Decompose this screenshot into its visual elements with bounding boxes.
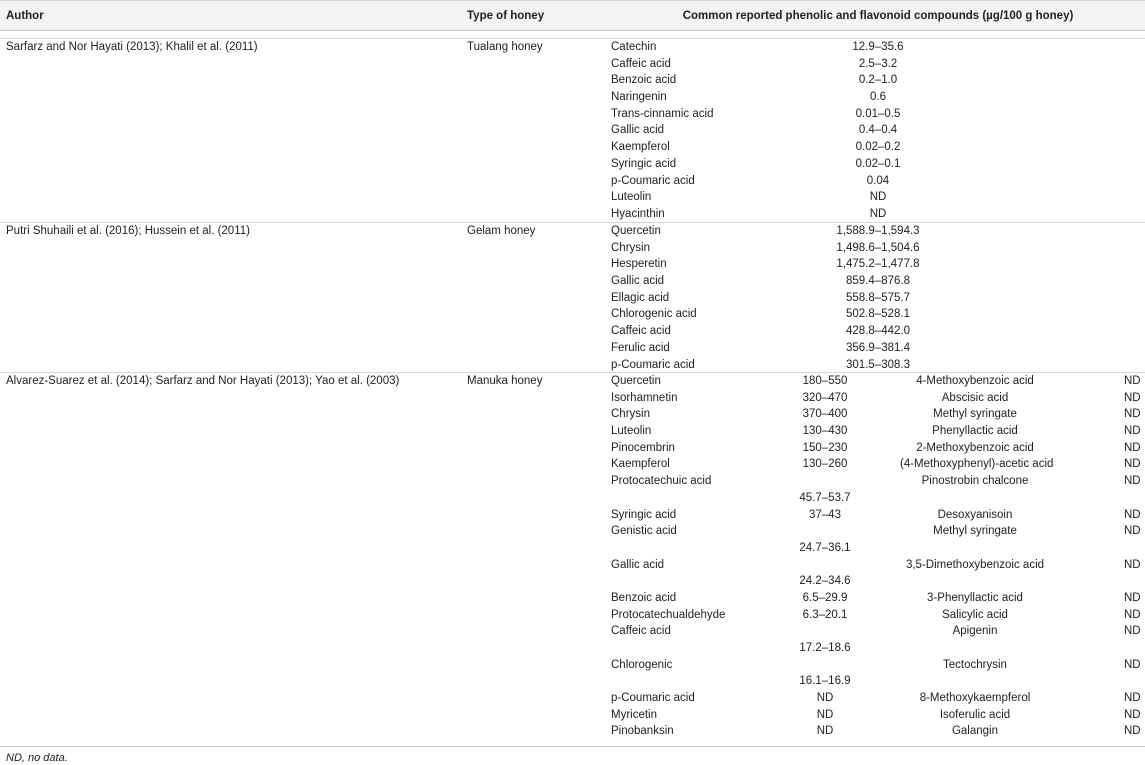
compound-name: Pinobanksin — [611, 725, 674, 738]
header-author: Author — [6, 10, 44, 22]
header-type: Type of honey — [467, 10, 545, 22]
compound-value: 370–400 — [802, 408, 848, 421]
compound-value: 502.8–528.1 — [846, 308, 910, 321]
manuka-author: Alvarez-Suarez et al. (2014); Sarfarz and Nor Hayati (2013); Yao et al. (2003) — [6, 375, 400, 387]
compound-value: 356.9–381.4 — [846, 341, 910, 354]
compound-name: p-Coumaric acid — [611, 174, 695, 187]
table-row — [0, 707, 1145, 724]
compound-value: 24.2–34.6 — [799, 575, 851, 588]
table-row — [0, 590, 1145, 607]
table-row — [0, 357, 1145, 374]
compound-name: Caffeic acid — [611, 325, 671, 338]
compound-name: Protocatechualdehyde — [611, 608, 726, 621]
table-row — [0, 189, 1145, 206]
compound-name: Gallic acid — [611, 275, 665, 288]
compound-value: 859.4–876.8 — [846, 275, 910, 288]
compound-value: 24.7–36.1 — [799, 541, 851, 554]
compound-name-2: Phenyllactic acid — [932, 425, 1018, 438]
table-row — [0, 406, 1145, 423]
compound-value: 37–43 — [809, 508, 841, 521]
compound-value: 0.2–1.0 — [858, 74, 898, 87]
bottom-rule — [0, 746, 1145, 747]
table-row — [0, 89, 1145, 106]
compound-name: Benzoic acid — [611, 591, 677, 604]
table-row — [0, 340, 1145, 357]
compound-value-2: ND — [1124, 441, 1141, 454]
table-row — [0, 523, 1145, 540]
compound-value: 0.04 — [866, 174, 890, 187]
table-row — [0, 540, 1145, 557]
compound-name-2: Pinostrobin chalcone — [921, 475, 1029, 488]
manuka-section — [0, 372, 1145, 740]
compound-name: Luteolin — [611, 191, 652, 204]
compound-value: 320–470 — [802, 391, 848, 404]
compound-name: p-Coumaric acid — [611, 358, 695, 371]
table-row — [0, 72, 1145, 89]
compound-value: 150–230 — [802, 441, 848, 454]
compound-value: ND — [816, 725, 834, 738]
compound-name: Gallic acid — [611, 124, 665, 137]
compound-value-2: ND — [1124, 725, 1141, 738]
tualang-type: Tualang honey — [467, 41, 543, 53]
compound-value-2: ND — [1124, 525, 1141, 538]
table-row — [0, 373, 1145, 390]
compound-value-2: ND — [1124, 425, 1141, 438]
compound-value: ND — [869, 207, 887, 220]
table-row — [0, 507, 1145, 524]
compound-value: 130–430 — [802, 425, 848, 438]
compound-name: Kaempferol — [611, 141, 670, 154]
compound-name-2: Desoxyanisoin — [937, 508, 1013, 521]
compound-name: Myricetin — [611, 708, 658, 721]
compound-name-2: 3,5-Dimethoxybenzoic acid — [905, 558, 1045, 571]
gelam-author: Putri Shuhaili et al. (2016); Hussein et al. (2011) — [6, 225, 250, 237]
table-row — [0, 473, 1145, 490]
compound-value-2: ND — [1124, 508, 1141, 521]
compound-value: 0.02–0.1 — [855, 157, 901, 170]
compound-value: 1,588.9–1,594.3 — [836, 225, 920, 237]
compound-value-2: ND — [1124, 625, 1141, 638]
compound-value: 1,498.6–1,504.6 — [836, 241, 920, 254]
compound-value: 16.1–16.9 — [799, 675, 851, 688]
table-row — [0, 456, 1145, 473]
compound-name-2: Salicylic acid — [942, 608, 1008, 621]
tualang-author: Sarfarz and Nor Hayati (2013); Khalil et al. (2011) — [6, 41, 258, 53]
compound-value: 130–260 — [802, 458, 848, 471]
table-row — [0, 39, 1145, 56]
table-row — [0, 690, 1145, 707]
compound-name: Chlorogenic acid — [611, 308, 697, 321]
table-row — [0, 156, 1145, 173]
compound-value: 558.8–575.7 — [846, 291, 910, 304]
compound-value: 6.3–20.1 — [802, 608, 848, 621]
compound-value: ND — [816, 708, 834, 721]
compound-value: 6.5–29.9 — [802, 591, 848, 604]
table-row — [0, 623, 1145, 640]
compound-value: 0.01–0.5 — [855, 107, 901, 120]
compound-value-2: ND — [1124, 475, 1141, 488]
compound-name-2: Methyl syringate — [933, 525, 1017, 538]
compound-value-2: ND — [1124, 591, 1141, 604]
table-row — [0, 306, 1145, 323]
compound-value: 1,475.2–1,477.8 — [836, 258, 920, 271]
compound-name: Syringic acid — [611, 157, 677, 170]
table-row — [0, 557, 1145, 574]
compound-value: 180–550 — [802, 375, 848, 387]
table-row — [0, 673, 1145, 690]
compound-name: Gallic acid — [611, 558, 665, 571]
table-row — [0, 573, 1145, 590]
compound-name-2: (4-Methoxyphenyl)-acetic acid — [900, 458, 1054, 471]
compound-value-2: ND — [1124, 658, 1141, 671]
compound-name: Syringic acid — [611, 508, 677, 521]
compound-value: 45.7–53.7 — [799, 491, 851, 504]
compound-value: 0.02–0.2 — [855, 141, 901, 154]
compound-name: Ferulic acid — [611, 341, 670, 354]
table-row — [0, 640, 1145, 657]
compound-name: Ellagic acid — [611, 291, 670, 304]
gelam-rows — [0, 223, 1145, 373]
manuka-type: Manuka honey — [467, 375, 543, 387]
table-row — [0, 139, 1145, 156]
compound-name: Chrysin — [611, 408, 650, 421]
table-row — [0, 423, 1145, 440]
table-row — [0, 723, 1145, 740]
compound-value-2: ND — [1124, 708, 1141, 721]
table-row — [0, 490, 1145, 507]
table-row — [0, 440, 1145, 457]
compound-value-2: ND — [1124, 692, 1141, 705]
compound-name: Caffeic acid — [611, 57, 671, 70]
compound-name-2: 2-Methoxybenzoic acid — [916, 441, 1034, 454]
compound-value: 0.6 — [870, 91, 886, 104]
compound-name: Catechin — [611, 41, 657, 53]
compound-name: Pinocembrin — [611, 441, 675, 454]
table-row — [0, 206, 1145, 223]
compound-name: Chlorogenic — [611, 658, 673, 671]
table-row — [0, 323, 1145, 340]
gelam-type: Gelam honey — [467, 225, 536, 237]
compound-name: p-Coumaric acid — [611, 692, 695, 705]
compound-name-2: Methyl syringate — [933, 408, 1017, 421]
tualang-section — [0, 38, 1145, 223]
compound-value: 12.9–35.6 — [852, 41, 904, 53]
compound-name-2: 8-Methoxykaempferol — [919, 692, 1031, 705]
compound-name: Quercetin — [611, 375, 661, 387]
compound-name: Luteolin — [611, 425, 652, 438]
compound-value: ND — [816, 692, 834, 705]
table-row — [0, 657, 1145, 674]
compound-value-2: ND — [1124, 391, 1141, 404]
compound-name: Quercetin — [611, 225, 661, 237]
compound-value-2: ND — [1124, 458, 1141, 471]
table-row — [0, 607, 1145, 624]
table-header — [0, 0, 1145, 31]
compound-value: 301.5–308.3 — [846, 358, 910, 371]
footnote: ND, no data. — [6, 752, 68, 764]
compound-name-2: Isoferulic acid — [939, 708, 1011, 721]
compound-value: 428.8–442.0 — [846, 325, 910, 338]
compound-name: Kaempferol — [611, 458, 670, 471]
gelam-section — [0, 222, 1145, 373]
compound-value: ND — [869, 191, 887, 204]
table-row — [0, 390, 1145, 407]
compound-name: Benzoic acid — [611, 74, 677, 87]
table-row — [0, 290, 1145, 307]
table-row — [0, 223, 1145, 240]
table-row — [0, 173, 1145, 190]
compound-value-2: ND — [1124, 408, 1141, 421]
compound-name: Naringenin — [611, 91, 667, 104]
table-row — [0, 122, 1145, 139]
compound-value-2: ND — [1124, 558, 1141, 571]
compound-name: Trans-cinnamic acid — [611, 107, 714, 120]
table-row — [0, 256, 1145, 273]
compound-value-2: ND — [1124, 608, 1141, 621]
header-compounds: Common reported phenolic and flavonoid compounds (µg/100 g honey) — [682, 10, 1074, 22]
manuka-rows — [0, 373, 1145, 740]
compound-name: Hyacinthin — [611, 207, 665, 220]
compound-name-2: Galangin — [951, 725, 999, 738]
table-row — [0, 273, 1145, 290]
compound-name-2: Abscisic acid — [941, 391, 1009, 404]
table-row — [0, 240, 1145, 257]
compound-name: Caffeic acid — [611, 625, 671, 638]
compound-value: 2.5–3.2 — [858, 57, 898, 70]
compound-name-2: Apigenin — [952, 625, 998, 638]
compound-value: 0.4–0.4 — [858, 124, 898, 137]
table-row — [0, 56, 1145, 73]
table-row — [0, 106, 1145, 123]
compound-name: Genistic acid — [611, 525, 677, 538]
tualang-rows — [0, 39, 1145, 223]
compound-value-2: ND — [1124, 375, 1141, 387]
compound-value: 17.2–18.6 — [799, 642, 851, 654]
compound-name: Isorhamnetin — [611, 391, 678, 404]
compound-name-2: 4-Methoxybenzoic acid — [916, 375, 1034, 387]
compound-name-2: Tectochrysin — [943, 658, 1007, 671]
compound-name: Hesperetin — [611, 258, 667, 271]
compound-name: Chrysin — [611, 241, 650, 254]
compound-name: Protocatechuic acid — [611, 475, 712, 488]
compound-name-2: 3-Phenyllactic acid — [927, 591, 1023, 604]
